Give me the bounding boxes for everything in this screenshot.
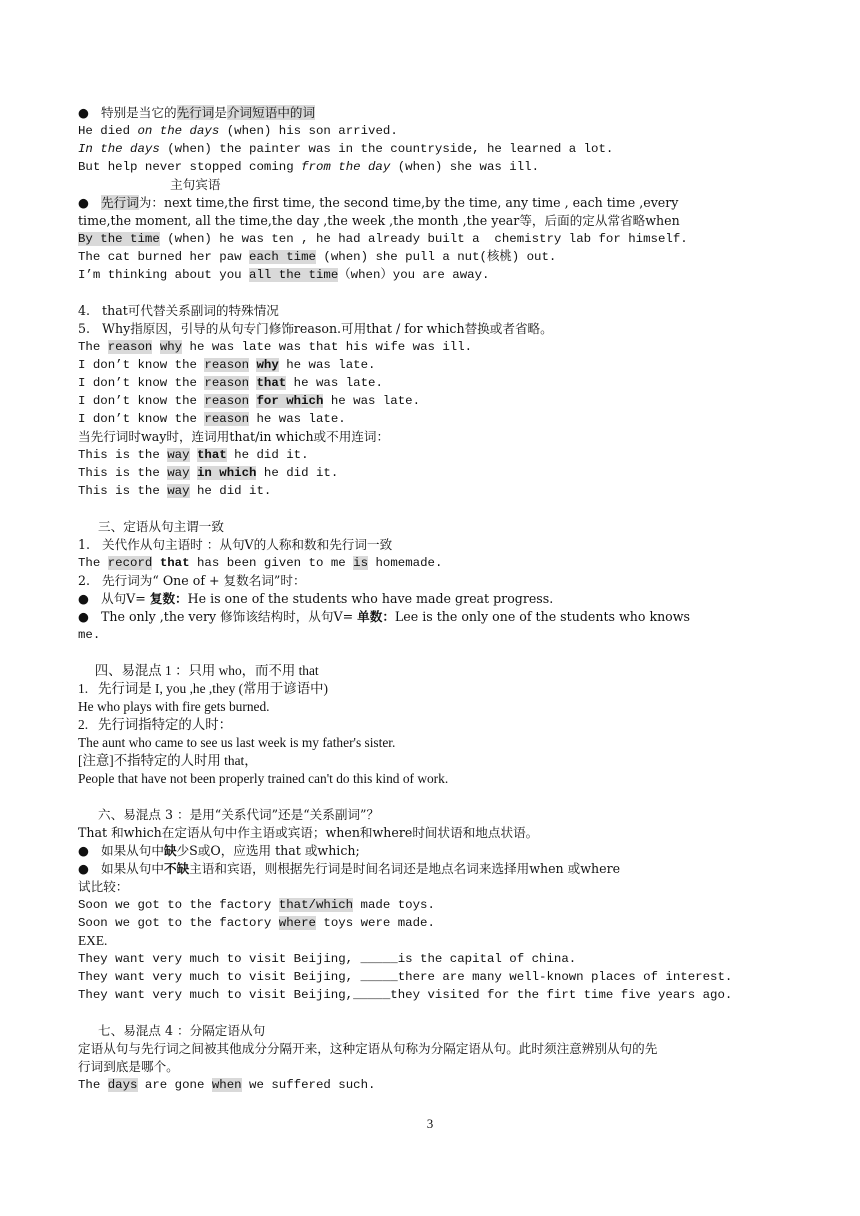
text-segment: 2. 先行词指特定的人时：: [78, 717, 232, 732]
text-line: [78, 230, 688, 248]
text-segment: toys were made.: [315, 916, 435, 930]
highlighted-text: 先行词: [101, 195, 139, 210]
text-line: [78, 662, 319, 680]
text-segment: (when) she pull a nut(核桃) out.: [315, 250, 557, 264]
text-segment: 单数：: [357, 609, 395, 624]
text-line: [78, 428, 389, 446]
text-line: [78, 842, 360, 860]
highlighted-text: record: [107, 556, 153, 570]
text-segment: 主句宾语: [78, 177, 221, 192]
text-segment: 不缺: [163, 861, 190, 876]
highlighted-text: in which: [196, 466, 257, 480]
text-segment: from the day: [301, 160, 391, 174]
text-segment: 是: [214, 105, 227, 120]
text-line: [78, 680, 328, 698]
text-segment: [152, 340, 159, 354]
highlighted-text: way: [167, 466, 190, 480]
text-line: [78, 410, 346, 428]
text-line: [78, 968, 732, 986]
text-line: [78, 608, 690, 626]
highlighted-text: is: [353, 556, 369, 570]
text-segment: made toys.: [353, 898, 435, 912]
text-segment: he did it.: [189, 484, 272, 498]
text-segment: on the days: [137, 124, 220, 138]
text-segment: 当先行词时way时，连词用that/in which或不用连词：: [78, 429, 390, 444]
text-segment: ● 特别是当它的: [78, 105, 177, 120]
text-segment: he did it.: [226, 448, 309, 462]
text-segment: 行词到底是哪个。: [78, 1059, 179, 1074]
text-segment: 5. Why指原因，引导的从句专门修饰reason.可用that / for which替换或者省略。: [78, 321, 553, 336]
highlighted-text: 先行词: [176, 105, 215, 120]
text-line: [78, 338, 472, 356]
text-line: [78, 752, 258, 770]
text-segment: 四、易混点 1 ：只用 who，而不用 that: [78, 663, 319, 678]
text-line: [78, 932, 107, 950]
text-segment: The cat burned her paw: [78, 250, 250, 264]
text-segment: I don’t know the: [78, 358, 205, 372]
text-line: [78, 878, 128, 896]
text-segment: ● The only ,the very 修饰该结构时，从句V=: [78, 609, 358, 624]
text-segment: 4. that可代替关系副词的特殊情况: [78, 303, 279, 318]
text-segment: ● 从句V=: [78, 591, 150, 606]
text-line: [78, 914, 435, 932]
text-line: [78, 374, 383, 392]
text-segment: He died: [78, 124, 138, 138]
text-segment: I don’t know the: [78, 412, 205, 426]
highlighted-text: that/which: [278, 898, 354, 912]
text-segment: time,the moment, all the time,the day ,the week ,the month ,the year等，后面的定从常省略when: [78, 213, 680, 228]
text-line: [78, 482, 271, 500]
highlighted-text: why: [256, 358, 279, 372]
text-segment: 1. 先行词是 I, you ,he ,they (常用于谚语中): [78, 681, 328, 696]
text-segment: They want very much to visit Beijing,_____they visited for the firt time five years ago.: [78, 988, 733, 1002]
text-line: [78, 464, 338, 482]
text-segment: 1. 关代作从句主语时 ：从句V的人称和数和先行词一致: [78, 537, 393, 552]
text-segment: 试比较：: [78, 879, 129, 894]
text-line: [78, 194, 678, 212]
text-segment: I don’t know the: [78, 394, 205, 408]
text-segment: that: [159, 556, 190, 570]
highlighted-text: reason: [204, 376, 250, 390]
text-segment: (when) the painter was in the countryside, he learned a lot.: [159, 142, 614, 156]
text-segment: [190, 448, 197, 462]
text-segment: Lee is the only one of the students who knows: [394, 609, 691, 624]
text-segment: we suffered such.: [241, 1078, 376, 1092]
text-line: [78, 824, 538, 842]
text-line: [78, 122, 398, 140]
text-segment: Soon we got to the factory: [78, 898, 279, 912]
text-line: [78, 806, 379, 824]
text-segment: In the days: [78, 142, 160, 156]
highlighted-text: 介词短语中的词: [226, 105, 316, 120]
text-segment: The: [78, 340, 108, 354]
text-segment: I’m thinking about you: [78, 268, 250, 282]
text-segment: The: [78, 556, 108, 570]
text-segment: 七、易混点 4 ：分隔定语从句: [78, 1023, 266, 1038]
text-segment: ●: [78, 195, 101, 210]
text-line: [78, 392, 420, 410]
text-line: [78, 536, 392, 554]
text-segment: They want very much to visit Beijing, _____is the capital of china.: [78, 952, 577, 966]
highlighted-text: reason: [107, 340, 153, 354]
text-segment: This is the: [78, 448, 168, 462]
highlighted-text: reason: [204, 358, 250, 372]
text-segment: he did it.: [256, 466, 339, 480]
text-line: [78, 266, 489, 284]
text-segment: homemade.: [368, 556, 443, 570]
text-segment: （when）you are away.: [338, 268, 490, 282]
highlighted-text: each time: [249, 250, 316, 264]
text-segment: This is the: [78, 484, 168, 498]
text-segment: This is the: [78, 466, 168, 480]
text-segment: People that have not been properly trained can't do this kind of work.: [78, 771, 449, 786]
text-segment: ● 如果从句中: [78, 843, 164, 858]
text-line: [78, 572, 306, 590]
text-line: [78, 248, 556, 266]
highlighted-text: for which: [256, 394, 324, 408]
text-line: [78, 176, 220, 194]
text-line: [78, 320, 553, 338]
text-line: [78, 986, 732, 1004]
text-line: [78, 104, 315, 122]
highlighted-text: when: [211, 1078, 242, 1092]
text-segment: The aunt who came to see us last week is my father's sister.: [78, 735, 396, 750]
text-segment: (when) he was ten , he had already built a chemistry lab for himself.: [159, 232, 688, 246]
text-line: [78, 860, 620, 878]
text-line: [78, 140, 613, 158]
highlighted-text: that: [256, 376, 287, 390]
text-segment: 2. 先行词为“ One of + 复数名词”时：: [78, 573, 306, 588]
text-segment: he was late.: [286, 376, 383, 390]
text-line: [78, 1022, 265, 1040]
text-segment: That 和which在定语从句中作主语或宾语；when和where时间状语和地点状语。: [78, 825, 539, 840]
text-segment: ● 如果从句中: [78, 861, 164, 876]
text-segment: me.: [78, 628, 101, 642]
text-line: [78, 896, 435, 914]
text-segment: EXE.: [78, 933, 108, 948]
text-segment: are gone: [137, 1078, 212, 1092]
text-segment: he was late.: [278, 358, 376, 372]
text-line: [78, 734, 395, 752]
text-segment: 复数：: [149, 591, 188, 606]
text-segment: But help never stopped coming: [78, 160, 302, 174]
highlighted-text: all the time: [249, 268, 339, 282]
text-line: [78, 1058, 179, 1076]
text-line: [78, 590, 553, 608]
text-segment: 少S或O，应选用 that 或which;: [176, 843, 360, 858]
text-segment: he was late.: [249, 412, 346, 426]
highlighted-text: By the time: [78, 232, 160, 246]
text-segment: (when) she was ill.: [390, 160, 540, 174]
text-segment: The: [78, 1078, 108, 1092]
text-line: [78, 356, 375, 374]
text-segment: He who plays with fire gets burned.: [78, 699, 270, 714]
text-segment: 定语从句与先行词之间被其他成分分隔开来，这种定语从句称为分隔定语从句。此时须注意辨别从句的先: [78, 1041, 658, 1056]
text-segment: He is one of the students who have made great progress.: [187, 591, 554, 606]
text-line: [78, 950, 576, 968]
text-segment: I don’t know the: [78, 376, 205, 390]
highlighted-text: reason: [204, 412, 250, 426]
text-line: [78, 446, 309, 464]
text-segment: [注意]不指特定的人时用 that，: [78, 753, 258, 768]
text-line: [78, 158, 539, 176]
page-number: 3: [426, 1116, 434, 1131]
text-segment: 为：next time,the first time, the second time,by the time, any time , each time ,every: [138, 195, 679, 210]
text-segment: he was late.: [323, 394, 421, 408]
highlighted-text: reason: [204, 394, 250, 408]
text-segment: (when) his son arrived.: [219, 124, 398, 138]
text-segment: [190, 466, 197, 480]
text-line: [78, 626, 100, 644]
highlighted-text: days: [107, 1078, 138, 1092]
text-line: [78, 302, 279, 320]
highlighted-text: where: [278, 916, 316, 930]
text-line: [78, 1040, 657, 1058]
text-segment: 缺: [163, 843, 177, 858]
text-line: [78, 716, 232, 734]
text-segment: 三、定语从句主谓一致: [78, 519, 224, 534]
text-line: [78, 1076, 375, 1094]
highlighted-text: way: [167, 484, 190, 498]
highlighted-text: that: [196, 448, 227, 462]
text-segment: They want very much to visit Beijing, _____there are many well-known places of interest.: [78, 970, 733, 984]
text-line: [78, 518, 224, 536]
text-segment: Soon we got to the factory: [78, 916, 279, 930]
text-segment: has been given to me: [189, 556, 354, 570]
text-line: [78, 554, 442, 572]
text-segment: [152, 556, 159, 570]
highlighted-text: way: [167, 448, 190, 462]
text-line: [78, 770, 448, 788]
text-segment: he was late was that his wife was ill.: [182, 340, 473, 354]
highlighted-text: why: [159, 340, 183, 354]
text-segment: 主语和宾语，则根据先行词是时间名词还是地点名词来选择用when 或where: [189, 861, 621, 876]
text-line: [78, 212, 680, 230]
text-line: [78, 698, 270, 716]
text-segment: 六、易混点 3 ：是用“关系代词”还是“关系副词”？: [78, 807, 380, 822]
